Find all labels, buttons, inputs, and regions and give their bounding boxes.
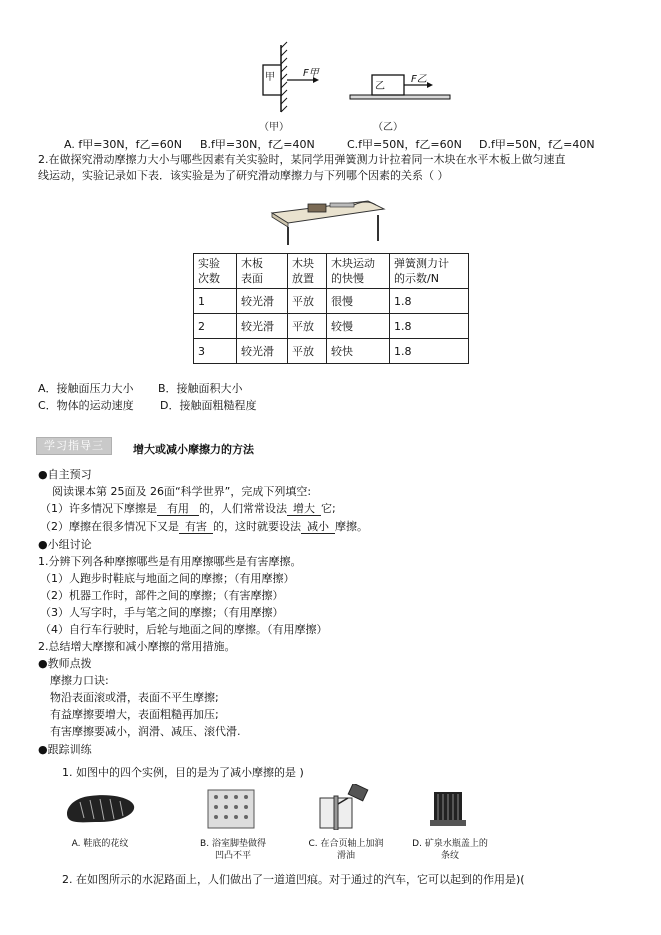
blank-answer: 有害 [179, 520, 213, 534]
header-text: 木板 [241, 257, 263, 270]
preview-line2-text: （2）摩擦在很多情况下又是 [40, 520, 179, 533]
table-cell: 较光滑 [237, 314, 288, 339]
preview-line2 [40, 518, 368, 534]
table-cell: 1.8 [390, 314, 469, 339]
table-cell: 2 [194, 314, 237, 339]
force-jia-label: F甲 [303, 68, 319, 79]
example-c [306, 784, 386, 861]
q2-option-d: D．接触面粗糙程度 [160, 399, 257, 412]
table-row [194, 314, 469, 339]
blank-answer: 有用 [157, 502, 199, 516]
table-cell: 1 [194, 289, 237, 314]
table-header-row [194, 254, 469, 289]
preview-line1-text: 它; [321, 502, 336, 515]
teacher-rhyme-line: 有益摩擦要增大，表面粗糙再加压; [50, 708, 219, 721]
example-d-caption: D. 矿泉水瓶盖上的条纹 [412, 839, 488, 861]
preview-line2-text: 摩擦。 [335, 520, 368, 533]
header-text: 的示数/N [394, 272, 439, 285]
teacher-rhyme-line: 物沿表面滚或滑，表面不平生摩擦; [50, 691, 219, 704]
table-header-cell [327, 254, 390, 289]
table-cell: 1.8 [390, 339, 469, 364]
hinge-oil-icon [312, 784, 372, 830]
shoe-sole-icon [60, 788, 140, 830]
discussion-item: （2）机器工作时，部件之间的摩擦；（有害摩擦） [40, 589, 284, 602]
bottle-cap-icon [428, 788, 468, 830]
q2-option-a: A．接触面压力大小 [38, 382, 134, 395]
q1-option-d: D.f甲=50N，f乙=40N [479, 138, 595, 151]
q2-stem-line1: 2.在做探究滑动摩擦力大小与哪些因素有关实验时，某同学用弹簧测力计拉着同一木块在水平木板上做匀速直 [38, 153, 566, 166]
table-cell: 平放 [288, 289, 327, 314]
training-q1: 1. 如图中的四个实例，目的是为了减小摩擦的是 ) [62, 766, 304, 779]
example-a-caption: A. 鞋底的花纹 [71, 839, 129, 849]
example-b-caption: B. 浴室脚垫做得凹凸不平 [200, 839, 266, 861]
header-text: 木块运动 [331, 257, 375, 270]
table-cell: 较光滑 [237, 339, 288, 364]
teacher-heading: ●教师点拨 [38, 657, 92, 670]
label-jia: 甲 [265, 72, 275, 83]
example-d [410, 788, 490, 861]
header-text: 表面 [241, 272, 263, 285]
header-text: 次数 [198, 272, 220, 285]
example-c-caption: C. 在合页轴上加润滑油 [308, 839, 384, 861]
label-yi: 乙 [375, 81, 385, 92]
table-header-cell [194, 254, 237, 289]
teacher-rhyme-line: 有害摩擦要减小，润滑、减压、滚代滑. [50, 725, 241, 738]
discussion-q1: 1.分辨下列各种摩擦哪些是有用摩擦哪些是有害摩擦。 [38, 555, 302, 568]
teacher-sub: 摩擦力口诀: [50, 674, 109, 687]
header-text: 弹簧测力计 [394, 257, 449, 270]
q2-option-b: B．接触面积大小 [158, 382, 243, 395]
table-cell: 较光滑 [237, 289, 288, 314]
q1-option-c: C.f甲=50N，f乙=60N [347, 138, 462, 151]
header-text: 实验 [198, 257, 220, 270]
table-header-cell [390, 254, 469, 289]
q2-stem-line2: 线运动，实验记录如下表．该实验是为了研究滑动摩擦力与下列哪个因素的关系（ ） [38, 169, 449, 182]
blank-answer: 减小 [301, 520, 335, 534]
preview-heading: ●自主预习 [38, 468, 92, 481]
section-title: 增大或减小摩擦力的方法 [133, 443, 254, 456]
table-cell: 较慢 [327, 314, 390, 339]
header-text: 的快慢 [331, 272, 364, 285]
table-cell: 较快 [327, 339, 390, 364]
caption-jia: （甲） [259, 122, 289, 133]
blank-answer: 增大 [287, 502, 321, 516]
section-banner: 学习指导三 [36, 437, 112, 455]
table-row [194, 289, 469, 314]
example-a [60, 788, 140, 858]
discussion-item: （3）人写字时，手与笔之间的摩擦；（有用摩擦） [40, 606, 284, 619]
discussion-heading: ●小组讨论 [38, 538, 92, 551]
q2-option-c: C．物体的运动速度 [38, 399, 134, 412]
preview-intro: 阅读课本第 25面及 26面“科学世界”，完成下列填空: [52, 485, 312, 498]
bath-mat-icon [206, 788, 256, 830]
force-yi-label: F乙 [411, 74, 427, 85]
q1-option-b: B.f甲=30N，f乙=40N [200, 138, 315, 151]
training-q2: 2. 在如图所示的水泥路面上，人们做出了一道道凹痕。对于通过的汽车，它可以起到的作用是)( [62, 873, 525, 886]
figure-friction-jia-yi [255, 40, 455, 135]
experiment-illustration [268, 193, 388, 248]
experiment-drawing [268, 193, 388, 248]
table-cell: 1.8 [390, 289, 469, 314]
discussion-item: （4）自行车行驶时，后轮与地面之间的摩擦。（有用摩擦） [40, 623, 328, 636]
table-cell: 3 [194, 339, 237, 364]
preview-line1 [40, 500, 336, 516]
training-heading: ●跟踪训练 [38, 743, 92, 756]
experiment-table [193, 253, 469, 364]
q1-option-a: A. f甲=30N，f乙=60N [64, 138, 182, 151]
header-text: 木块 [292, 257, 314, 270]
discussion-q2: 2.总结增大摩擦和减小摩擦的常用措施。 [38, 640, 236, 653]
preview-line1-text: 的，人们常常设法 [199, 502, 287, 515]
table-cell: 平放 [288, 339, 327, 364]
table-header-cell [237, 254, 288, 289]
preview-line1-text: （1）许多情况下摩擦是 [40, 502, 157, 515]
discussion-item: （1）人跑步时鞋底与地面之间的摩擦；（有用摩擦） [40, 572, 295, 585]
table-row [194, 339, 469, 364]
table-header-cell [288, 254, 327, 289]
table-cell: 平放 [288, 314, 327, 339]
example-b [196, 788, 276, 861]
preview-line2-text: 的，这时就要设法 [213, 520, 301, 533]
header-text: 放置 [292, 272, 314, 285]
caption-yi: （乙） [373, 122, 403, 133]
table-cell: 很慢 [327, 289, 390, 314]
